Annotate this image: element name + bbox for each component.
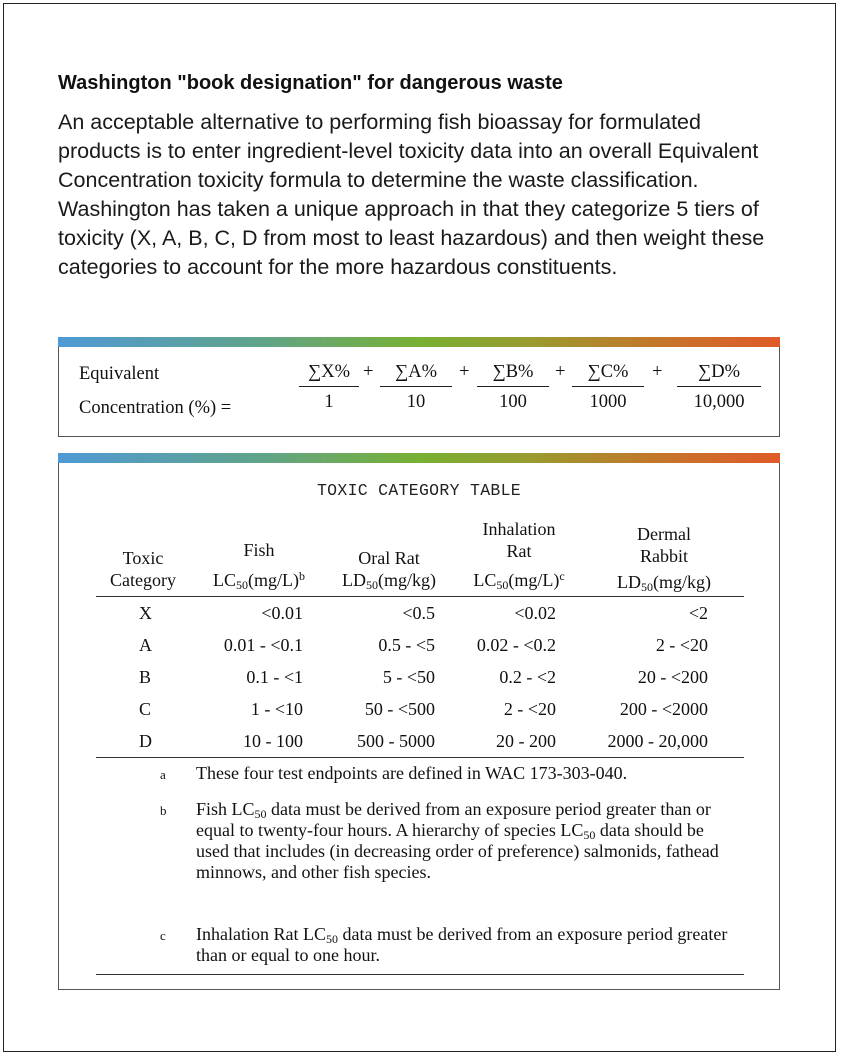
header-inhalation-rat-lc50: Inhalation Rat $LC_{50}(mg/L)^c$	[473, 519, 565, 592]
footnote-mark-a: a	[160, 767, 166, 782]
footnotes-rule	[96, 974, 744, 975]
header-rule	[96, 596, 744, 597]
fraction-d: $\frac{\sum D\%}{10,000}$	[677, 362, 761, 413]
fraction-b: $\frac{\sum B\%}{100}$	[477, 362, 549, 413]
fraction-x: $\frac{\sum X\%}{1}$	[299, 362, 359, 413]
header-oral-rat-ld50: Oral Rat $LD_{50}(mg/kg)$	[342, 548, 436, 592]
plus-sign: +	[459, 362, 470, 382]
footnote-a: These four test endpoints are defined in WAC 173-303-040.	[196, 763, 628, 783]
equivalent-concentration-formula	[58, 347, 780, 437]
formula-label-line2: Concentration (%) =	[79, 398, 232, 418]
page-title: Washington "book designation" for dangerous waste	[58, 72, 563, 94]
table-caption: TOXIC CATEGORY TABLE	[316, 481, 522, 500]
intro-paragraph: An acceptable alternative to performing fish bioassay for formulated products is to enter ingredient-level toxicity data into an overall Equivalent Concentration toxicity formula to determine the waste classification. Washington has taken a unique approach in that they categorize 5 tiers of toxicity (X, A, B, C, D from most to least hazardous) and then weight these categories to account for the more hazardous constituents.	[58, 110, 765, 279]
plus-sign: +	[652, 362, 663, 382]
plus-sign: +	[363, 362, 374, 382]
footnote-mark-b: b	[160, 803, 167, 818]
footnote-mark-c: c	[160, 928, 166, 943]
table-gradient-bar	[58, 453, 780, 463]
fraction-c: $\frac{\sum C\%}{1000}$	[572, 362, 644, 413]
plus-sign: +	[555, 362, 566, 382]
fraction-a: $\frac{\sum A\%}{10}$	[380, 362, 452, 413]
header-toxic-category: Toxic Category	[110, 548, 176, 590]
toxic-category-table: TOXIC CATEGORY TABLE Toxic Category Fish $LC_{50}(mg/L)^b$ Oral Rat $LD_{50}(mg/kg)$ Inhalation Rat $LC_{50}(mg/L)^c$ Dermal Rabbit $LD_{50}(mg/kg)$ X <0.01 <0.5 <0.02 <2 A 0.01 - <0.1 0.5 - <5 0.02 - <0.2 2 - <20 B 0.1 - <1 5 - <50 0.2 - <2 20 - <200 C 1 - <10 50 - <500 2 - <20 200 - <2000 D 10 - 100 500 - 5000 20 - 200 2000 - 20,000 a These four test endpoints are defined in WAC 173-303-040. b Fish $LC_{50}$ data must be derived from an exposure period greater than or equal to twenty-four hours. A hierarchy of species $LC_{50}$ data should be used that includes (in decreasing order of preference) salmonids, fathead minnows, and other fish species. c Inhalation Rat $LC_{50}$ data must be derived from an exposure period greater than or equal to one hour.	[58, 463, 780, 990]
rows-rule	[96, 757, 744, 758]
formula-label-line1: Equivalent	[79, 364, 160, 384]
footnote-b: Fish $LC_{50}$ data must be derived from an exposure period greater than or equal to twenty-four hours. A hierarchy of species $LC_{50}$ data should be used that includes (in decreasing order of preference) salmonids, fathead minnows, and other fish species.	[196, 799, 719, 882]
formula-gradient-bar	[58, 337, 780, 347]
header-fish-lc50: Fish $LC_{50}(mg/L)^b$	[212, 540, 305, 592]
header-dermal-rabbit-ld50: Dermal Rabbit $LD_{50}(mg/kg)$	[617, 524, 711, 594]
footnote-c: Inhalation Rat $LC_{50}$ data must be derived from an exposure period greater than or equal to one hour.	[196, 924, 728, 965]
